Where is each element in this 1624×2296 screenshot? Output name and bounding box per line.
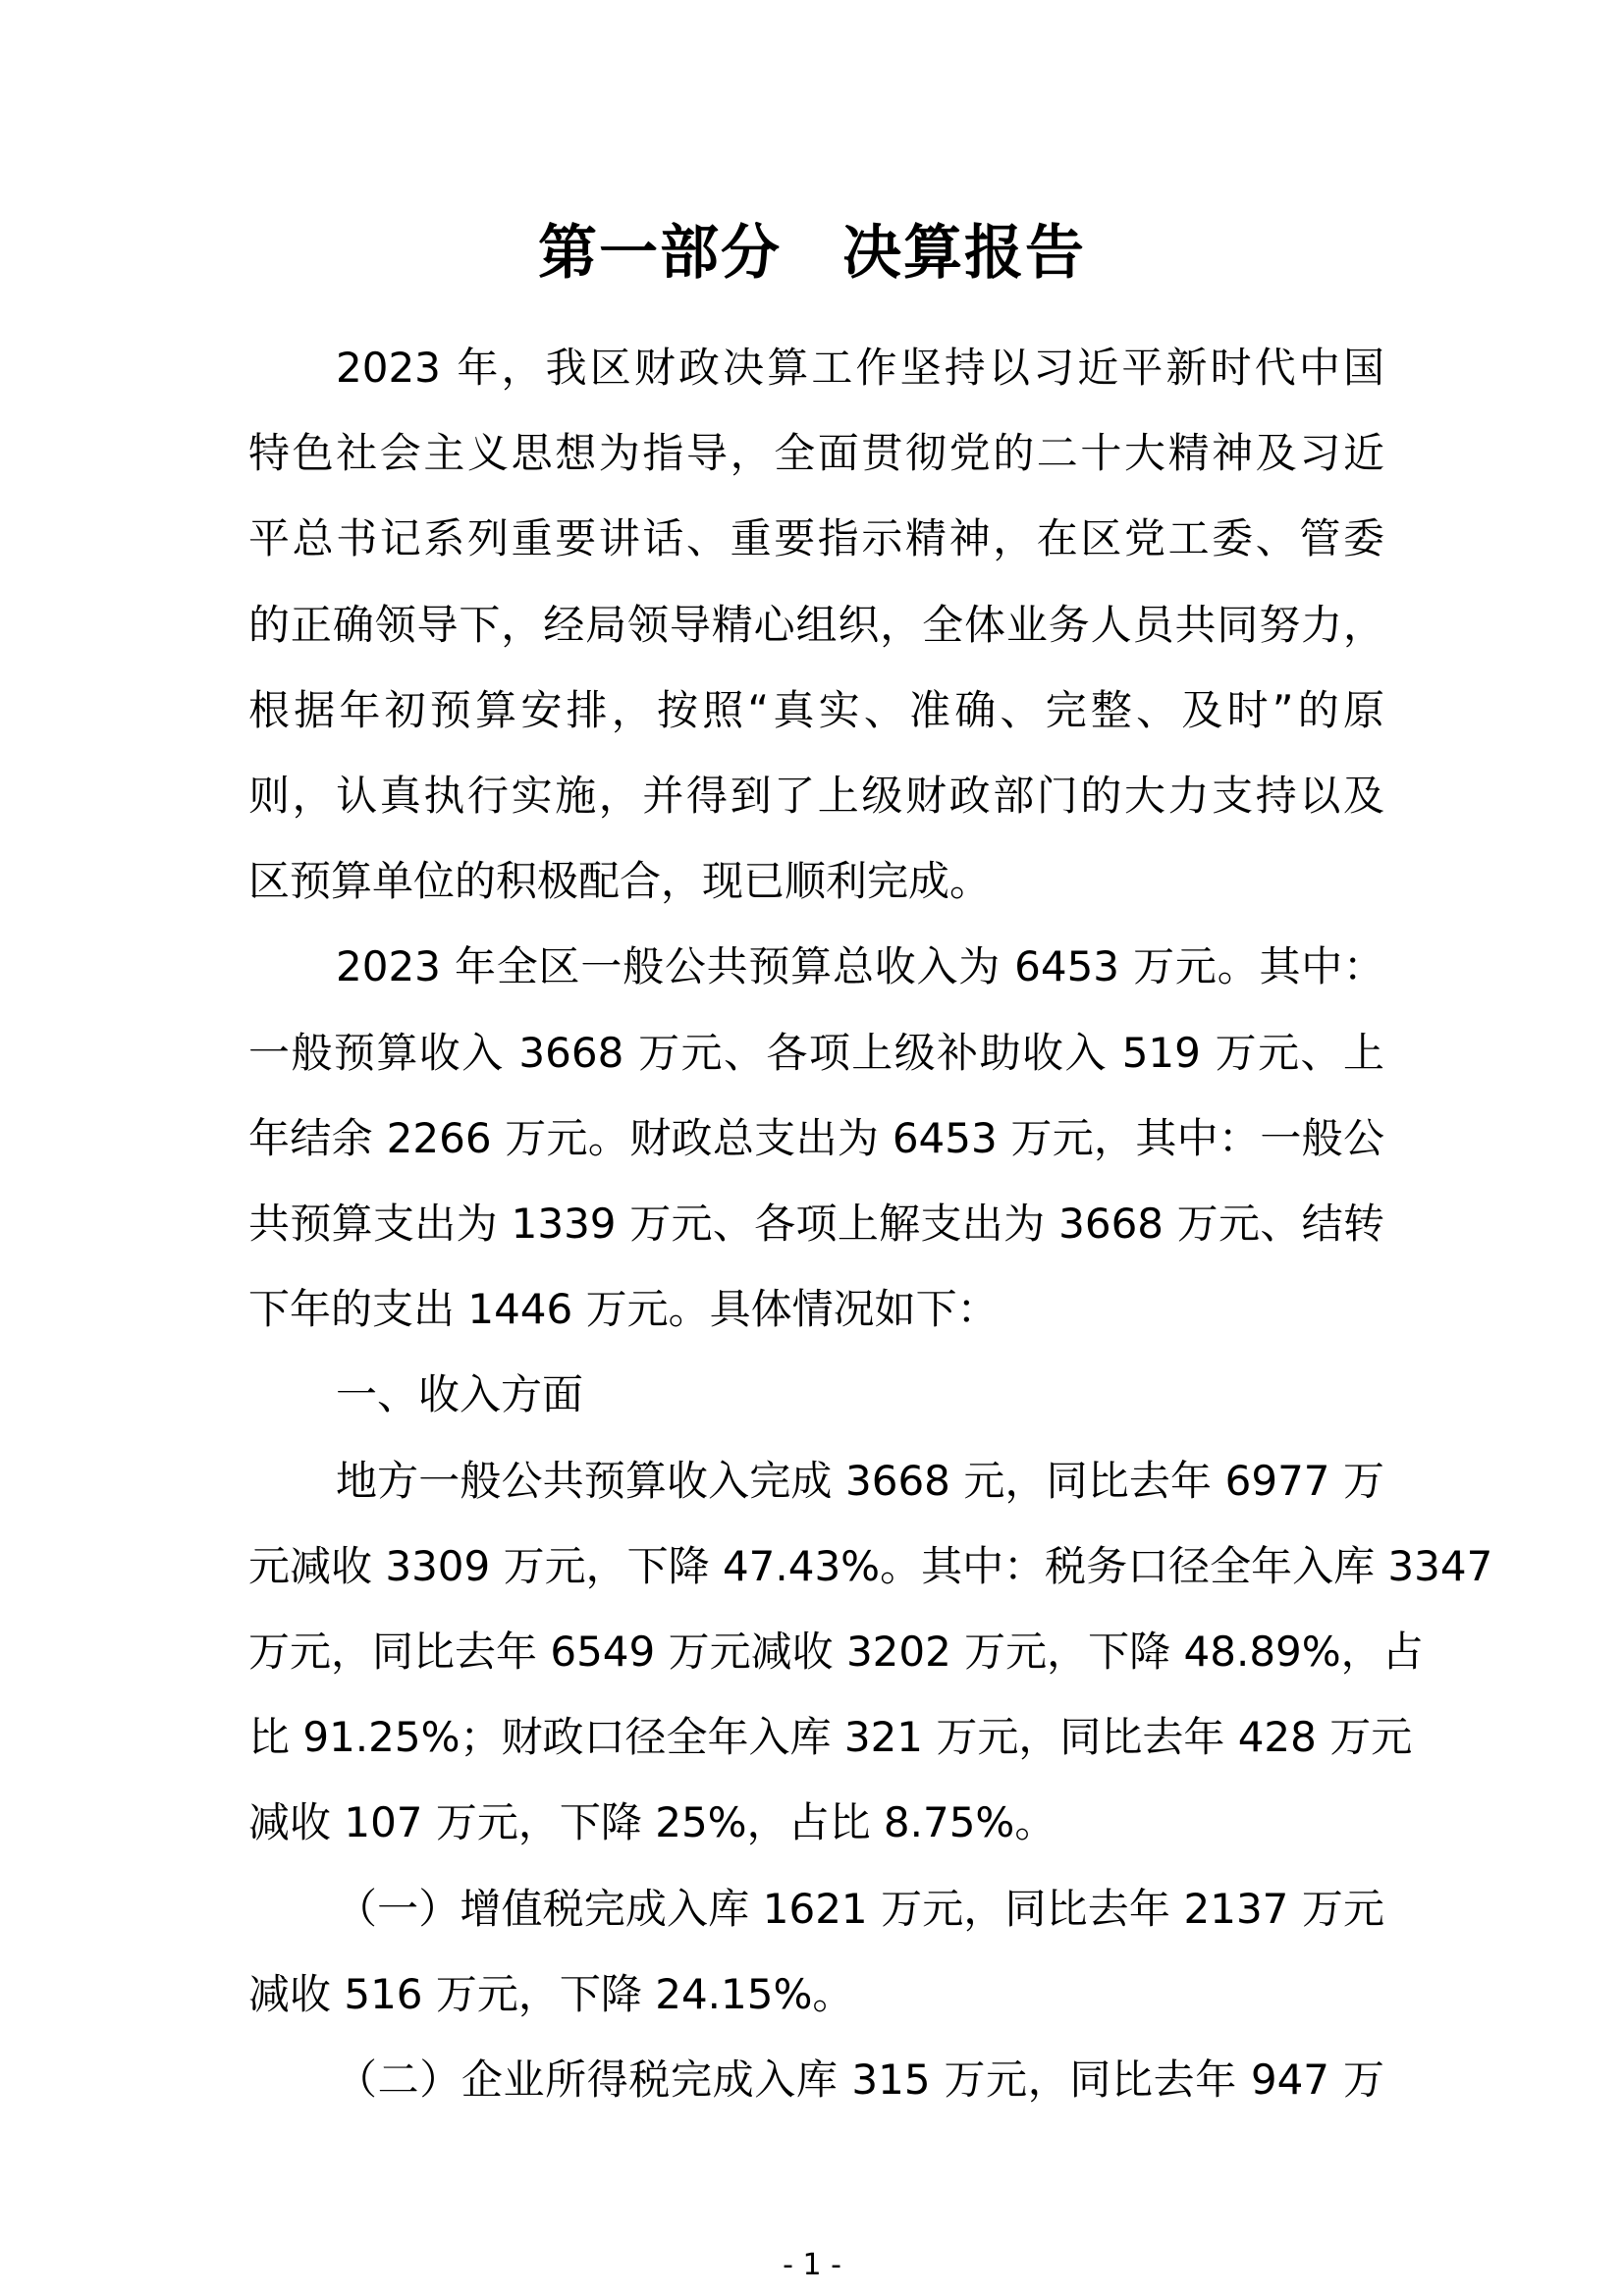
text-line: 特色社会主义思想为指导，全面贯彻党的二十大精神及习近 <box>248 429 1384 478</box>
text-line: 2023 年，我区财政决算工作坚持以习近平新时代中国 <box>336 344 1384 392</box>
text-line: 元减收 3309 万元，下降 47.43%。其中：税务口径全年入库 3347 <box>248 1541 1493 1590</box>
text-line: 区预算单位的积极配合，现已顺利完成。 <box>248 857 992 906</box>
text-line: 共预算支出为 1339 万元、各项上解支出为 3668 万元、结转 <box>248 1200 1384 1248</box>
text-line: 平总书记系列重要讲话、重要指示精神，在区党工委、管委 <box>248 514 1384 563</box>
text-line: 则，认真执行实施，并得到了上级财政部门的大力支持以及 <box>248 772 1384 820</box>
page-title: 第一部分 决算报告 <box>538 219 1086 288</box>
text-line: 一般预算收入 3668 万元、各项上级补助收入 519 万元、上 <box>248 1028 1384 1077</box>
text-line: 的正确领导下，经局领导精心组织，全体业务人员共同努力， <box>248 600 1384 649</box>
text-line: 比 91.25%；财政口径全年入库 321 万元，同比去年 428 万元 <box>248 1713 1413 1762</box>
text-line: 根据年初预算安排，按照“真实、准确、完整、及时”的原 <box>248 685 1384 734</box>
text-line: 万元，同比去年 6549 万元减收 3202 万元，下降 48.89%，占 <box>248 1628 1424 1676</box>
text-line: 年结余 2266 万元。财政总支出为 6453 万元，其中：一般公 <box>248 1113 1384 1162</box>
text-line: 下年的支出 1446 万元。具体情况如下： <box>248 1285 999 1334</box>
text-line: （二）企业所得税完成入库 315 万元，同比去年 947 万 <box>336 2056 1384 2104</box>
text-line: 一、收入方面 <box>336 1370 584 1419</box>
text-line: 2023 年全区一般公共预算总收入为 6453 万元。其中： <box>336 942 1384 991</box>
page-number: - 1 - <box>783 2248 841 2282</box>
text-line: 减收 107 万元，下降 25%，占比 8.75%。 <box>248 1798 1056 1847</box>
text-line: （一）增值税完成入库 1621 万元，同比去年 2137 万元 <box>336 1884 1384 1933</box>
text-line: 减收 516 万元，下降 24.15%。 <box>248 1969 854 2018</box>
text-line: 地方一般公共预算收入完成 3668 元，同比去年 6977 万 <box>336 1456 1384 1505</box>
